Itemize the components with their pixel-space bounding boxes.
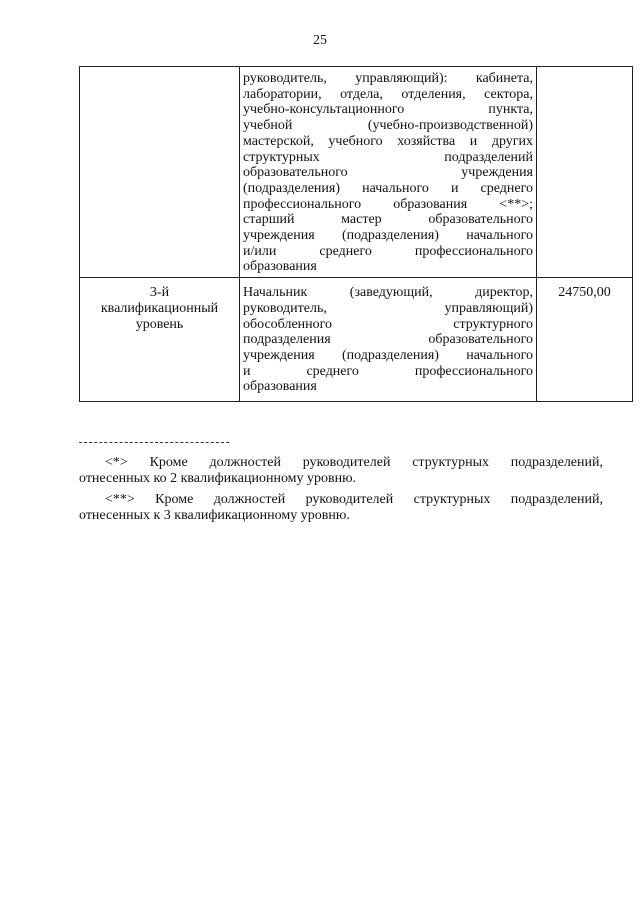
description-line: руководитель, управляющий) xyxy=(243,300,533,316)
description-line: образования xyxy=(243,379,317,395)
qualification-table xyxy=(79,66,633,402)
table-row xyxy=(80,67,633,278)
footnote xyxy=(79,492,603,524)
footnotes xyxy=(79,455,603,529)
description-line: Начальник (заведующий, директор, xyxy=(243,285,533,301)
table-row xyxy=(80,278,633,402)
level-line: квалификационный xyxy=(100,300,219,316)
description-line: учреждения (подразделения) начального xyxy=(243,228,533,244)
footnote xyxy=(79,455,603,487)
description-line: руководитель, управляющий): кабинета, xyxy=(243,71,533,86)
description-line: мастерской, учебного хозяйства и других xyxy=(243,133,533,149)
footnote-separator xyxy=(79,442,229,443)
description-line: (подразделения) начального и среднего xyxy=(243,180,533,196)
qualification-level-cell xyxy=(80,67,240,278)
position-description-cell xyxy=(240,67,537,278)
description-line: и среднего профессионального xyxy=(243,363,533,379)
footnote-line: отнесенных к 3 квалификационному уровню. xyxy=(79,508,350,523)
description-line: образования xyxy=(243,259,317,275)
description-line: учебно-консультационного пункта, xyxy=(243,102,533,118)
description-line: старший мастер образовательного xyxy=(243,212,533,228)
description-line: и/или среднего профессионального xyxy=(243,243,533,259)
description-line: обособленного структурного xyxy=(243,316,533,332)
page-number: 25 xyxy=(313,33,327,48)
footnote-line: отнесенных ко 2 квалификационному уровню. xyxy=(79,471,357,486)
description-line: профессионального образования <**>; xyxy=(243,196,533,212)
description-line: образовательного учреждения xyxy=(243,165,533,181)
description-line: структурных подразделений xyxy=(243,149,533,165)
description-line: учебной (учебно-производственной) xyxy=(243,118,533,134)
description-line: лаборатории, отдела, отделения, сектора, xyxy=(243,86,533,102)
level-line: уровень xyxy=(135,316,184,332)
position-description-cell xyxy=(240,278,537,402)
footnote-line: <**> Кроме должностей руководителей структурных подразделений, xyxy=(105,492,603,507)
description-line: учреждения (подразделения) начального xyxy=(243,347,533,363)
footnote-line: <*> Кроме должностей руководителей структурных подразделений, xyxy=(105,455,603,470)
salary-cell xyxy=(537,67,633,278)
salary-cell: 24750,00 xyxy=(537,278,633,402)
level-line: 3-й xyxy=(149,285,170,301)
description-line: подразделения образовательного xyxy=(243,332,533,348)
qualification-level-cell xyxy=(80,278,240,402)
